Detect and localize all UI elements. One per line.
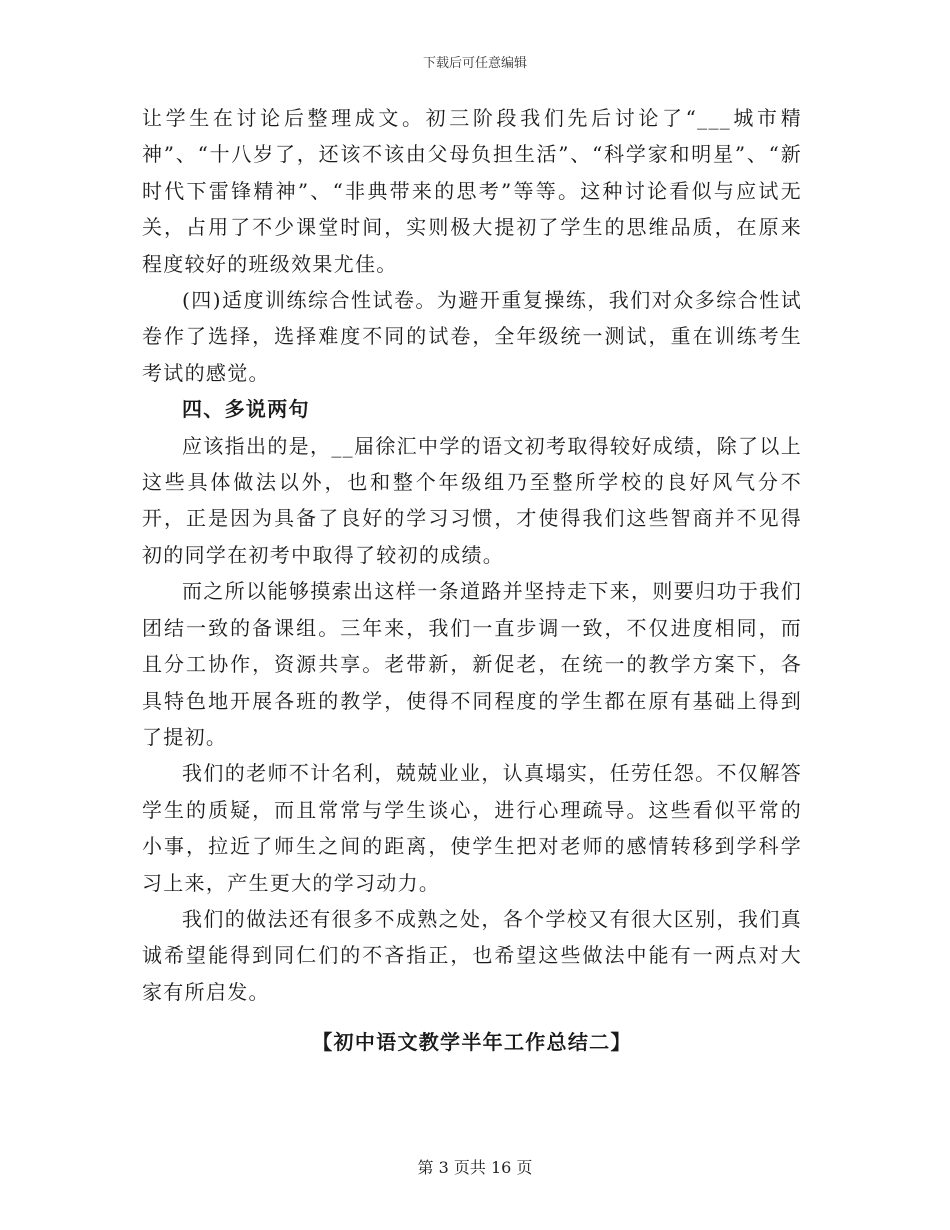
paragraph: 我们的做法还有很多不成熟之处，各个学校又有很大区别，我们真诚希望能得到同仁们的不吝指正，也希望这些做法中能有一两点对大家有所启发。 [142, 906, 802, 1004]
paragraph: 而之所以能够摸索出这样一条道路并坚持走下来，则要归功于我们团结一致的备课组。三年来，我们一直步调一致，不仅进度相同，而且分工协作，资源共享。老带新，新促老，在统一的教学方案下，各具特色地开展各班的教学，使得不同程度的学生都在原有基础上得到了提初。 [142, 579, 802, 749]
paragraph-item-four: (四)适度训练综合性试卷。为避开重复操练，我们对众多综合性试卷作了选择，选择难度不同的试卷，全年级统一测试，重在训练考生考试的感觉。 [142, 288, 802, 385]
page-number: 第 3 页共 16 页 [417, 1158, 533, 1177]
section-title: 【初中语文教学半年工作总结二】 [312, 1030, 632, 1055]
section-heading-four: 四、多说两句 [182, 397, 310, 422]
paragraph-continued: 让学生在讨论后整理成文。初三阶段我们先后讨论了“___城市精神”、“十八岁了，还该不该由父母负担生活”、“科学家和明星”、“新时代下雷锋精神”、“非典带来的思考”等等。这种讨论看似与应试无关，占用了不少课堂时间，实则极大提初了学生的思维品质，在原来程度较好的班级效果尤佳。 [142, 106, 802, 276]
paragraph: 我们的老师不计名利，兢兢业业，认真塌实，任劳任怨。不仅解答学生的质疑，而且常常与学生谈心，进行心理疏导。这些看似平常的小事，拉近了师生之间的距离，使学生把对老师的感情转移到学科学习上来，产生更大的学习动力。 [142, 761, 802, 895]
page-header: 下载后可任意编辑 [422, 56, 527, 71]
document-body [142, 100, 802, 1061]
paragraph: 应该指出的是，__届徐汇中学的语文初考取得较好成绩，除了以上这些具体做法以外，也和整个年级组乃至整所学校的良好风气分不开，正是因为具备了良好的学习习惯，才使得我们这些智商并不见得初的同学在初考中取得了较初的成绩。 [142, 433, 802, 567]
